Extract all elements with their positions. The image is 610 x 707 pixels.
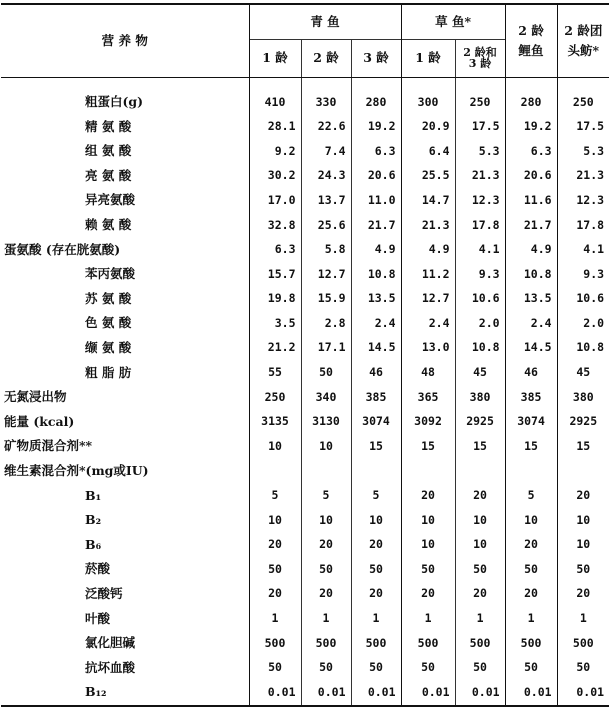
row-label: 苯丙氨酸 [85,266,136,282]
row-label: 泛酸钙 [85,585,123,601]
value-cell: 6.3 [249,238,301,263]
value-cell: 11.6 [505,188,557,213]
value-cell: 50 [401,557,455,582]
value-cell: 17.0 [249,188,301,213]
value-cell: 50 [301,361,351,386]
table-row [1,582,609,607]
value-cell: 20 [351,533,401,558]
value-cell: 380 [455,385,505,410]
value-cell [557,459,609,484]
table-row [1,508,609,533]
value-cell: 5.8 [301,238,351,263]
value-cell: 21.7 [351,213,401,238]
row-label: 色 氨 酸 [85,315,132,331]
value-cell: 380 [557,385,609,410]
value-cell: 1 [455,606,505,631]
value-cell: 10.8 [505,262,557,287]
value-cell [249,459,301,484]
value-cell: 19.2 [505,115,557,140]
value-cell: 21.3 [455,164,505,189]
header-liyu-age: 2 龄 [505,4,557,39]
value-cell: 4.1 [557,238,609,263]
row-label: 苏 氨 酸 [85,290,132,306]
subheader-caoyu-1: 1 龄 [401,39,455,78]
value-cell [351,459,401,484]
value-cell: 1 [557,606,609,631]
value-cell: 50 [505,656,557,681]
value-cell: 500 [455,631,505,656]
value-cell: 10.8 [351,262,401,287]
value-cell: 10 [301,434,351,459]
value-cell: 1 [505,606,557,631]
table-row [1,410,609,435]
value-cell: 14.7 [401,188,455,213]
value-cell: 50 [557,656,609,681]
value-cell: 15 [455,434,505,459]
value-cell: 500 [351,631,401,656]
value-cell: 20 [301,582,351,607]
value-cell: 21.2 [249,336,301,361]
value-cell: 14.5 [351,336,401,361]
value-cell [455,459,505,484]
value-cell: 48 [401,361,455,386]
table-row [1,238,609,263]
value-cell: 50 [351,656,401,681]
row-label: 精 氨 酸 [85,118,132,134]
row-label: 无氮浸出物 [4,389,67,405]
value-cell: 50 [351,557,401,582]
table-row [1,533,609,558]
value-cell: 10 [455,533,505,558]
value-cell: 10.8 [557,336,609,361]
value-cell: 17.8 [455,213,505,238]
table-row [1,631,609,656]
value-cell: 0.01 [455,680,505,706]
table-row [1,459,609,484]
value-cell: 20 [455,582,505,607]
spacer-cell [249,78,301,91]
table-row [1,188,609,213]
value-cell: 500 [249,631,301,656]
value-cell: 340 [301,385,351,410]
value-cell: 13.5 [351,287,401,312]
spacer-cell [455,78,505,91]
value-cell: 2.4 [505,311,557,336]
value-cell: 15 [505,434,557,459]
value-cell: 10 [351,508,401,533]
value-cell: 10.6 [455,287,505,312]
value-cell: 21.3 [401,213,455,238]
spacer-cell [351,78,401,91]
value-cell: 10 [455,508,505,533]
table-row [1,139,609,164]
value-cell: 10 [301,508,351,533]
table-row [1,90,609,115]
table-row [1,434,609,459]
value-cell: 10 [401,533,455,558]
value-cell: 500 [557,631,609,656]
row-label: B₂ [85,512,102,528]
table-row [1,680,609,706]
value-cell: 4.9 [401,238,455,263]
subheader-caoyu-23-text: 2 龄和 3 龄 [463,45,497,71]
value-cell: 280 [505,90,557,115]
table-row [1,557,609,582]
row-label: 能量 (kcal) [4,413,75,429]
value-cell: 21.3 [557,164,609,189]
header-liyu: 鲤鱼 [505,39,557,78]
table-row [1,213,609,238]
row-label: B₆ [85,536,102,552]
value-cell: 15.9 [301,287,351,312]
table-row [1,311,609,336]
value-cell: 10 [557,508,609,533]
value-cell: 14.5 [505,336,557,361]
value-cell: 50 [401,656,455,681]
header-tuanfang: 头鲂* [557,39,609,78]
value-cell: 50 [301,557,351,582]
value-cell: 20.6 [351,164,401,189]
value-cell: 50 [249,557,301,582]
value-cell: 10 [401,508,455,533]
value-cell: 15 [557,434,609,459]
value-cell: 2.4 [351,311,401,336]
row-label: 叶酸 [85,610,111,626]
value-cell: 12.3 [455,188,505,213]
value-cell: 0.01 [557,680,609,706]
value-cell: 1 [351,606,401,631]
value-cell: 13.5 [505,287,557,312]
value-cell: 0.01 [249,680,301,706]
subheader-qingyu-3: 3 龄 [351,39,401,78]
row-label: 维生素混合剂*(mg或IU) [4,462,149,478]
value-cell: 55 [249,361,301,386]
value-cell: 50 [505,557,557,582]
value-cell: 3074 [505,410,557,435]
row-label: 蛋氨酸 (存在胱氨酸) [4,241,121,257]
row-label: 缬 氨 酸 [85,339,132,355]
row-label: 抗坏血酸 [85,659,136,675]
value-cell: 25.6 [301,213,351,238]
value-cell: 3.5 [249,311,301,336]
value-cell: 2925 [455,410,505,435]
subheader-qingyu-2: 2 龄 [301,39,351,78]
row-label: 赖 氨 酸 [85,217,132,233]
value-cell: 500 [301,631,351,656]
header-nutrient: 营 养 物 [1,4,249,78]
value-cell: 50 [249,656,301,681]
value-cell: 7.4 [301,139,351,164]
value-cell: 6.4 [401,139,455,164]
value-cell: 5 [351,484,401,509]
value-cell: 20 [401,582,455,607]
value-cell: 15 [351,434,401,459]
value-cell: 250 [455,90,505,115]
value-cell: 3135 [249,410,301,435]
value-cell: 21.7 [505,213,557,238]
value-cell: 32.8 [249,213,301,238]
value-cell: 20 [557,484,609,509]
value-cell: 20 [557,582,609,607]
value-cell: 2925 [557,410,609,435]
value-cell: 410 [249,90,301,115]
value-cell: 11.0 [351,188,401,213]
value-cell: 9.3 [455,262,505,287]
value-cell: 20 [505,533,557,558]
row-label: 粗 脂 肪 [85,364,132,380]
value-cell: 45 [557,361,609,386]
value-cell: 22.6 [301,115,351,140]
value-cell: 3074 [351,410,401,435]
value-cell: 385 [351,385,401,410]
value-cell: 28.1 [249,115,301,140]
value-cell: 3130 [301,410,351,435]
row-label: 异亮氨酸 [85,192,136,208]
value-cell [301,459,351,484]
value-cell: 24.3 [301,164,351,189]
value-cell: 250 [249,385,301,410]
value-cell: 1 [301,606,351,631]
value-cell: 9.2 [249,139,301,164]
value-cell: 50 [557,557,609,582]
value-cell: 5.3 [455,139,505,164]
value-cell: 2.0 [557,311,609,336]
value-cell: 15.7 [249,262,301,287]
value-cell: 50 [455,656,505,681]
subheader-qingyu-1: 1 龄 [249,39,301,78]
value-cell [505,459,557,484]
value-cell: 280 [351,90,401,115]
table-row [1,287,609,312]
spacer-cell [1,78,249,91]
value-cell: 17.5 [455,115,505,140]
value-cell: 19.8 [249,287,301,312]
value-cell: 10.8 [455,336,505,361]
value-cell: 20 [401,484,455,509]
value-cell: 12.7 [401,287,455,312]
value-cell: 0.01 [505,680,557,706]
value-cell: 250 [557,90,609,115]
value-cell: 4.1 [455,238,505,263]
row-label: 氯化胆碱 [85,635,136,651]
value-cell: 2.4 [401,311,455,336]
spacer-cell [505,78,557,91]
value-cell: 50 [301,656,351,681]
row-label: 粗蛋白(g) [85,94,144,110]
value-cell: 1 [249,606,301,631]
value-cell: 10 [557,533,609,558]
value-cell: 45 [455,361,505,386]
value-cell: 0.01 [401,680,455,706]
header-caoyu: 草 鱼* [401,4,505,39]
value-cell: 50 [455,557,505,582]
table-row [1,115,609,140]
header-tuanfang-age: 2 龄团 [557,4,609,39]
row-label: 亮 氨 酸 [85,167,132,183]
value-cell: 20 [249,582,301,607]
spacer-cell [401,78,455,91]
row-label: 菸酸 [85,561,111,577]
table-body [1,78,609,706]
value-cell: 9.3 [557,262,609,287]
value-cell: 10 [249,508,301,533]
spacer-cell [301,78,351,91]
nutrient-table [1,3,609,707]
value-cell: 500 [401,631,455,656]
table-row [1,385,609,410]
value-cell: 5 [249,484,301,509]
spacer-cell [557,78,609,91]
value-cell: 13.0 [401,336,455,361]
value-cell: 4.9 [505,238,557,263]
value-cell: 12.3 [557,188,609,213]
table-row [1,484,609,509]
value-cell: 20 [505,582,557,607]
table-row [1,606,609,631]
value-cell: 20 [301,533,351,558]
value-cell: 385 [505,385,557,410]
value-cell: 20 [455,484,505,509]
value-cell: 0.01 [351,680,401,706]
value-cell: 25.5 [401,164,455,189]
value-cell: 5 [301,484,351,509]
value-cell: 500 [505,631,557,656]
value-cell: 6.3 [351,139,401,164]
spacer-row [1,78,609,91]
value-cell: 6.3 [505,139,557,164]
subheader-caoyu-23 [455,39,505,78]
value-cell: 30.2 [249,164,301,189]
value-cell: 10 [249,434,301,459]
value-cell: 20 [249,533,301,558]
value-cell: 11.2 [401,262,455,287]
value-cell: 0.01 [301,680,351,706]
value-cell: 17.1 [301,336,351,361]
row-label: 矿物质混合剂** [4,438,93,454]
table-row [1,336,609,361]
row-label: B₁ [85,487,102,503]
value-cell: 4.9 [351,238,401,263]
value-cell: 5 [505,484,557,509]
row-label: B₁₂ [1,680,249,706]
value-cell: 15 [401,434,455,459]
value-cell: 5.3 [557,139,609,164]
value-cell: 12.7 [301,262,351,287]
row-label: 组 氨 酸 [85,143,132,159]
value-cell: 17.8 [557,213,609,238]
value-cell: 46 [505,361,557,386]
value-cell: 1 [401,606,455,631]
header-qingyu: 青 鱼 [249,4,401,39]
value-cell: 46 [351,361,401,386]
table-row [1,262,609,287]
value-cell: 20.6 [505,164,557,189]
value-cell: 3092 [401,410,455,435]
value-cell: 19.2 [351,115,401,140]
value-cell: 300 [401,90,455,115]
value-cell: 10.6 [557,287,609,312]
value-cell: 20 [351,582,401,607]
value-cell: 17.5 [557,115,609,140]
value-cell: 330 [301,90,351,115]
value-cell [401,459,455,484]
value-cell: 20.9 [401,115,455,140]
value-cell: 13.7 [301,188,351,213]
table-row [1,361,609,386]
value-cell: 365 [401,385,455,410]
table-row [1,656,609,681]
value-cell: 2.0 [455,311,505,336]
value-cell: 2.8 [301,311,351,336]
table-row [1,164,609,189]
value-cell: 10 [505,508,557,533]
